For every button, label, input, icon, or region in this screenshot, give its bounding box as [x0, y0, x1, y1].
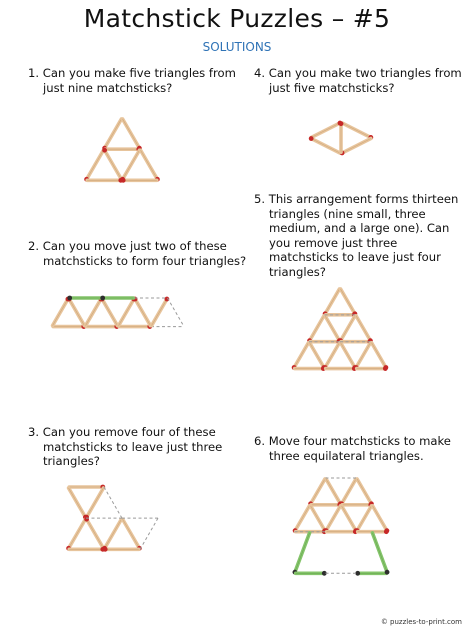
p2-down-diagonal-1 [67, 297, 85, 326]
page-title: Matchstick Puzzles – #5 [83, 4, 391, 33]
p3-top-left-matchstick [69, 488, 88, 519]
p1-top-right-matchstick [123, 119, 142, 150]
p3-bottom-right-right-matchstick [123, 519, 142, 550]
p3-bottom-right-left-matchstick [102, 519, 121, 550]
p2-bottom-matchstick-1 [53, 324, 86, 329]
site-credit: © puzzles-to-print.com [380, 618, 462, 626]
p5-small-triangle-r3c1-left-matchstick [292, 343, 309, 370]
page-subtitle: SOLUTIONS [202, 40, 272, 54]
p1-bottom-left-base-matchstick [87, 178, 123, 183]
puzzle-6-number: 6. [254, 434, 266, 448]
p3-removed-line-1 [104, 487, 122, 518]
p5-small-triangle-r2c1-left-matchstick [307, 316, 324, 343]
puzzle-3-number: 3. [28, 425, 40, 439]
p6-moved-matchstick-2 [296, 571, 327, 576]
p6-mid-right-left-matchstick [355, 506, 372, 533]
p3-bottom-left-base-matchstick [69, 547, 105, 552]
puzzle-2-question [28, 239, 258, 268]
p3-top-bar-matchstick [69, 485, 105, 490]
p1-bottom-right-left-matchstick [120, 150, 139, 181]
p1-bottom-left-right-matchstick [102, 148, 121, 179]
p5-small-triangle-r3c2-base-matchstick [326, 366, 357, 371]
p6-top-right-left-matchstick [339, 479, 356, 506]
puzzle-2-number: 2. [28, 239, 40, 253]
p3-bottom-left-left-matchstick [66, 519, 85, 550]
puzzle-2-text: Can you move just two of these matchsticks to form four triangles? [42, 239, 247, 268]
p2-up-diagonal-2 [86, 297, 104, 326]
p1-bottom-left-left-matchstick [84, 150, 103, 181]
p6-top-left-base-matchstick [311, 502, 342, 507]
p6-moved-matchstick-3 [355, 571, 386, 576]
p2-bottom-matchstick-3 [119, 324, 152, 329]
p4-lower-left-matchstick [309, 136, 340, 153]
puzzle-1-number: 1. [28, 66, 40, 80]
puzzle-4-question [254, 66, 474, 95]
p5-small-triangle-r3c3-left-matchstick [354, 343, 371, 370]
p1-bottom-right-right-matchstick [141, 150, 160, 181]
p4-lower-right-matchstick [340, 139, 371, 156]
p3-removed-line-4 [140, 518, 158, 549]
p5-small-triangle-r3c3-base-matchstick [357, 366, 388, 371]
p6-mid-center-base-matchstick [327, 529, 358, 534]
p2-up-diagonal-4 [152, 297, 170, 326]
puzzle-3-text: Can you remove four of these matchsticks to leave just three triangles? [42, 425, 223, 469]
puzzle-5-number: 5. [254, 192, 266, 206]
p2-moved-top-matchstick-2 [100, 296, 133, 301]
puzzle-1-text: Can you make five triangles from just nine matchsticks? [42, 66, 236, 95]
p5-small-triangle-r3c1-base-matchstick [295, 366, 326, 371]
p2-bottom-matchstick-2 [86, 324, 119, 329]
puzzle-4-number: 4. [254, 66, 266, 80]
p2-removed-diagonal-line [168, 298, 185, 327]
p4-upper-right-matchstick [342, 123, 373, 140]
p6-top-right-base-matchstick [342, 502, 373, 507]
p3-bottom-right-base-matchstick [103, 547, 139, 552]
p6-mid-left-left-matchstick [293, 506, 310, 533]
p1-bottom-right-base-matchstick [121, 178, 157, 183]
puzzle-5-question [254, 192, 469, 280]
puzzle-5-text: This arrangement forms thirteen triangles (nine small, three medium, and a large one). Can you remove just three matchsticks to leave just four triangles? [268, 192, 459, 279]
p2-up-diagonal-3 [119, 297, 137, 326]
p6-top-right-right-matchstick [357, 479, 374, 506]
p5-small-triangle-r1c1-left-matchstick [323, 289, 340, 316]
p3-bottom-left-right-matchstick [84, 517, 103, 548]
p1-top-base-matchstick [105, 147, 141, 152]
p6-moved-matchstick-1 [293, 533, 310, 575]
p2-down-diagonal-3 [133, 297, 151, 326]
puzzle-6-text: Move four matchsticks to make three equilateral triangles. [268, 434, 451, 463]
p3-top-right-matchstick [84, 488, 103, 519]
p4-upper-left-matchstick [311, 121, 342, 138]
p6-moved-matchstick-4 [372, 533, 389, 575]
p5-small-triangle-r2c2-left-matchstick [338, 316, 355, 343]
p5-small-triangle-r3c3-right-matchstick [372, 343, 389, 370]
p2-up-diagonal-1 [53, 297, 71, 326]
p1-top-left-matchstick [102, 119, 121, 150]
p6-mid-right-right-matchstick [373, 506, 390, 533]
p4-middle-matchstick [339, 121, 344, 152]
puzzle-6-question [254, 434, 474, 463]
p2-down-diagonal-2 [100, 297, 118, 326]
puzzle-4-text: Can you make two triangles from just five matchsticks? [268, 66, 462, 95]
p2-moved-top-matchstick-1 [67, 296, 100, 301]
p5-small-triangle-r1c1-right-matchstick [341, 289, 358, 316]
p6-mid-center-left-matchstick [324, 506, 341, 533]
p5-small-triangle-r3c2-left-matchstick [323, 343, 340, 370]
puzzle-3-question [28, 425, 258, 469]
p5-small-triangle-r2c2-right-matchstick [356, 316, 373, 343]
p6-top-left-left-matchstick [308, 479, 325, 506]
